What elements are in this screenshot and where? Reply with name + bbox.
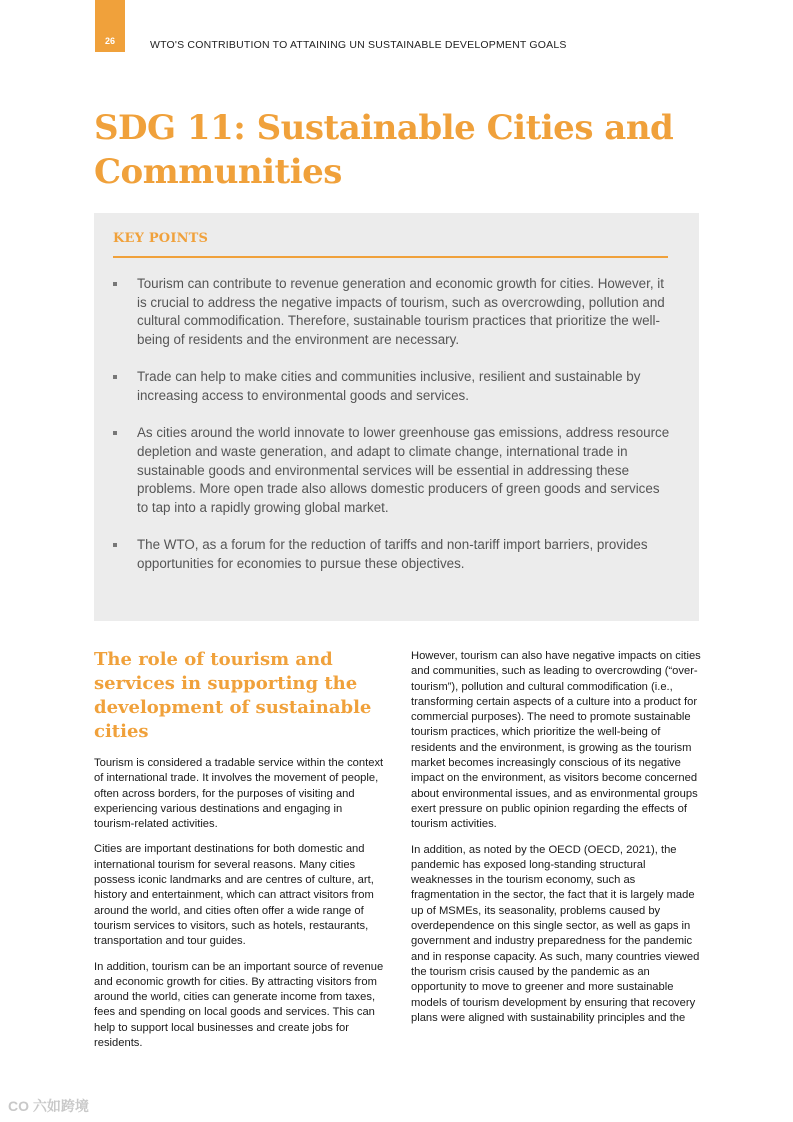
left-column [94,756,384,1061]
section-heading: The role of tourism and services in supporting the development of sustainable cities [94,649,372,742]
page-title: SDG 11: Sustainable Cities and Communities [94,108,674,192]
square-bullet-icon [113,282,117,286]
key-point-text: The WTO, as a forum for the reduction of tariffs and non-tariff import barriers, provides opportunities for economies to pursue these objectives. [137,537,648,571]
body-paragraph: Cities are important destinations for both domestic and international tourism for several reasons. Many cities possess iconic landmarks and are centres of culture, art, history and entertainment, which can attract visitors from around the world, and cities often offer a wide range of tourism services to visitors, such as hotels, restaurants, transportation and tour guides. [94,843,374,948]
key-point-text: Tourism can contribute to revenue generation and economic growth for cities. However, it is crucial to address the negative impacts of tourism, such as overcrowding, pollution and cultural commodification. Therefore, sustainable tourism practices that prioritize the well-being of residents and the environment are necessary. [137,276,665,348]
square-bullet-icon [113,543,117,547]
key-points-list [113,275,673,592]
key-points-divider [113,256,668,258]
right-column [411,649,701,1036]
page-number: 26 [104,36,115,46]
square-bullet-icon [113,431,117,435]
key-point-text: Trade can help to make cities and communities inclusive, resilient and sustainable by increasing access to environmental goods and services. [137,369,641,404]
key-point-item [113,536,673,573]
key-points-heading: KEY POINTS [113,231,209,246]
key-point-item [113,275,673,350]
body-paragraph: In addition, as noted by the OECD (OECD, 2021), the pandemic has exposed long-standing structural weaknesses in the tourism economy, such as fragmentation in the sector, the fact that it is largely made up of MSMEs, its seasonality, problems caused by overdependence on this single sector, as well as gaps in government and industry preparedness for the pandemic and in response capacity. As such, many countries viewed the tourism crisis caused by the pandemic as an opportunity to move to greener and more sustainable models of tourism development by ensuring that recovery plans were aligned with sustainability principles and the [411,843,700,1024]
body-paragraph: In addition, tourism can be an important source of revenue and economic growth for cities. By attracting visitors from around the world, cities can generate income from taxes, fees and spending on local goods and services. This can help to support local businesses and create jobs for residents. [94,960,384,1050]
watermark: CO 六如跨境 [8,1098,89,1114]
key-points-box [94,213,699,621]
running-header: WTO'S CONTRIBUTION TO ATTAINING UN SUSTAINABLE DEVELOPMENT GOALS [150,39,567,51]
page-number-tab [95,0,125,52]
key-point-item [113,368,673,405]
key-point-item [113,424,673,518]
square-bullet-icon [113,375,117,379]
body-paragraph: Tourism is considered a tradable service within the context of international trade. It involves the movement of people, often across borders, for the purposes of visiting and experiencing various destinations and engaging in tourism-related activities. [94,757,384,831]
body-paragraph: However, tourism can also have negative impacts on cities and communities, such as leading to overcrowding (“over-tourism”), pollution and cultural commodification (i.e., transforming certain aspects of a culture into a product for commercial purposes). The need to promote sustainable tourism practices, which prioritize the well-being of residents and the environment, is growing as the tourism market becomes increasingly conscious of its negative impact on the environment, as visitors become concerned about environmental issues, and as environmental groups exert pressure on public opinion regarding the effects of tourism activities. [411,650,701,831]
key-point-text: As cities around the world innovate to lower greenhouse gas emissions, address resource depletion and waste generation, and adapt to climate change, international trade in sustainable goods and environmental services will be essential in addressing these problems. More open trade also allows domestic producers of green goods and services to tap into a rapidly growing global market. [137,425,670,516]
